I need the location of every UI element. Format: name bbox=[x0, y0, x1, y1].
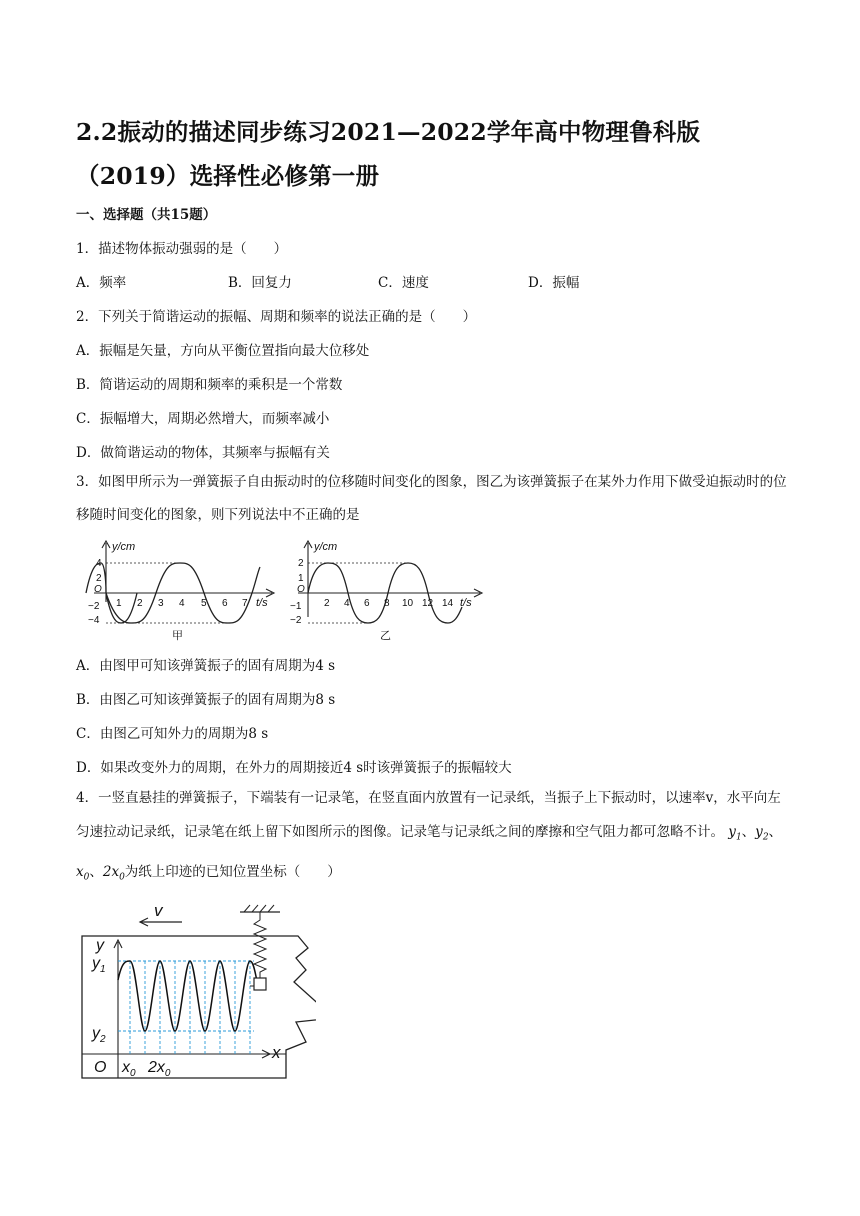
graph-jia-ylabel: y/cm bbox=[112, 541, 136, 553]
coord-x0: $x_0$ bbox=[76, 863, 90, 883]
x-axis-label: x bbox=[272, 1043, 281, 1062]
figure-q3-graphs bbox=[76, 537, 496, 643]
graph-yi-xtick: 4 bbox=[344, 598, 350, 609]
graph-yi-xtick: 6 bbox=[364, 598, 370, 609]
two-x0-label: $2x_0$ bbox=[148, 1059, 171, 1079]
graph-yi-ylabel: y/cm bbox=[314, 541, 338, 553]
graph-yi-xtick: 10 bbox=[402, 598, 414, 609]
graph-yi-ytick-neg1: −1 bbox=[290, 601, 302, 612]
graph-jia-ytick-neg4: −4 bbox=[88, 615, 100, 626]
oscillator-mass bbox=[254, 978, 266, 990]
question-4-stem-tail: 为纸上印迹的已知位置坐标（ ） bbox=[124, 863, 341, 880]
coord-y2: $y_2$ bbox=[755, 824, 769, 843]
coord-2x0: $2x_0$ bbox=[102, 863, 125, 883]
y2-label: $y_2$ bbox=[92, 1025, 106, 1045]
option-a: A．频率 bbox=[76, 275, 127, 291]
question-2-option-d: D．做简谐运动的物体，其频率与振幅有关 bbox=[76, 445, 330, 461]
graph-yi-ytick-neg2: −2 bbox=[290, 615, 302, 626]
question-2-option-b: B．简谐运动的周期和频率的乘积是一个常数 bbox=[76, 377, 343, 393]
graph-yi-xlabel: t/s bbox=[460, 597, 472, 609]
coord-y1: $y_1$ bbox=[728, 824, 742, 843]
section-heading: 一、选择题（共15题） bbox=[76, 207, 217, 223]
graph-jia-xlabel: t/s bbox=[256, 597, 268, 609]
wave-trace bbox=[118, 961, 258, 1031]
option-d: D．振幅 bbox=[528, 275, 580, 291]
question-2-option-a: A．振幅是矢量，方向从平衡位置指向最大位移处 bbox=[76, 343, 370, 359]
graph-jia-xtick: 4 bbox=[179, 598, 185, 609]
question-2-option-c: C．振幅增大，周期必然增大，而频率减小 bbox=[76, 411, 330, 427]
question-3-option-c: C．由图乙可知外力的周期为8 s bbox=[76, 726, 269, 742]
graph-jia-xtick: 6 bbox=[222, 598, 228, 609]
option-c: C．速度 bbox=[378, 275, 429, 291]
graph-jia-xtick: 1 bbox=[116, 598, 122, 609]
question-2-stem: 2．下列关于简谐运动的振幅、周期和频率的说法正确的是（ ） bbox=[76, 309, 477, 325]
graph-jia-ytick-4: 4 bbox=[96, 558, 102, 569]
origin-label: O bbox=[94, 1059, 107, 1076]
graph-jia-origin: O bbox=[94, 584, 102, 595]
graph-jia-xtick: 3 bbox=[158, 598, 164, 609]
graph-yi-ytick-2: 2 bbox=[298, 558, 304, 569]
graph-jia-xtick: 2 bbox=[137, 598, 143, 609]
graph-yi-xtick: 14 bbox=[442, 598, 454, 609]
graph-yi bbox=[298, 541, 482, 623]
graph-yi-xtick: 8 bbox=[384, 598, 390, 609]
graph-yi-ytick-1: 1 bbox=[298, 573, 304, 584]
x0-label: $x_0$ bbox=[122, 1059, 136, 1079]
graph-jia-caption: 甲 bbox=[172, 630, 183, 642]
graph-jia bbox=[86, 541, 274, 623]
question-4-stem-text: 4．一竖直悬挂的弹簧振子，下端装有一记录笔，在竖直面内放置有一记录纸，当振子上下振动时，以速率v，水平向左匀速拉动记录纸，记录笔在纸上留下如图所示的图像。记录笔与记录纸之间的摩擦和空气阻力都可忽略不计。 bbox=[76, 790, 781, 840]
question-3-option-d: D．如果改变外力的周期，在外力的周期接近4 s时该弹簧振子的振幅较大 bbox=[76, 760, 512, 776]
graph-yi-origin: O bbox=[297, 584, 305, 595]
question-1-stem: 1．描述物体振动强弱的是（ ） bbox=[76, 241, 288, 257]
question-1-options bbox=[76, 271, 776, 291]
y-axis-label: y bbox=[96, 937, 104, 954]
graph-jia-xtick: 5 bbox=[201, 598, 207, 609]
question-3-stem: 3．如图甲所示为一弹簧振子自由振动时的位移随时间变化的图象，图乙为该弹簧振子在某外力作用下做受迫振动时的位移随时间变化的图象，则下列说法中不正确的是 bbox=[76, 474, 787, 523]
figure-q4-recorder bbox=[76, 900, 316, 1085]
question-3-option-a: A．由图甲可知该弹簧振子的固有周期为4 s bbox=[76, 658, 336, 674]
question-4-stem: 4．一竖直悬挂的弹簧振子，下端装有一记录笔，在竖直面内放置有一记录纸，当振子上下振动时，以速率v，水平向左匀速拉动记录纸，记录笔在纸上留下如图所示的图像。记录笔与记录纸之间的摩擦和空气阻力都可忽略不计。 $y_1$、$y_2$、$x_0$、$2x_0$为纸上印迹的已知位置坐标（ ） bbox=[76, 790, 783, 883]
velocity-label: v bbox=[154, 901, 163, 920]
question-3-option-b: B．由图乙可知该弹簧振子的固有周期为8 s bbox=[76, 692, 336, 708]
graph-yi-xtick: 12 bbox=[422, 598, 434, 609]
spring bbox=[254, 912, 266, 978]
y1-label: $y_1$ bbox=[92, 955, 106, 975]
graph-yi-caption: 乙 bbox=[380, 630, 391, 642]
graph-yi-xtick: 2 bbox=[324, 598, 330, 609]
graph-jia-ytick-2: 2 bbox=[96, 573, 102, 584]
option-b: B．回复力 bbox=[228, 275, 292, 291]
graph-jia-xtick: 7 bbox=[242, 598, 248, 609]
document-title: 2.2振动的描述同步练习2021—2022学年高中物理鲁科版（2019）选择性必修第一册 bbox=[76, 118, 701, 190]
graph-jia-ytick-neg2: −2 bbox=[88, 601, 100, 612]
